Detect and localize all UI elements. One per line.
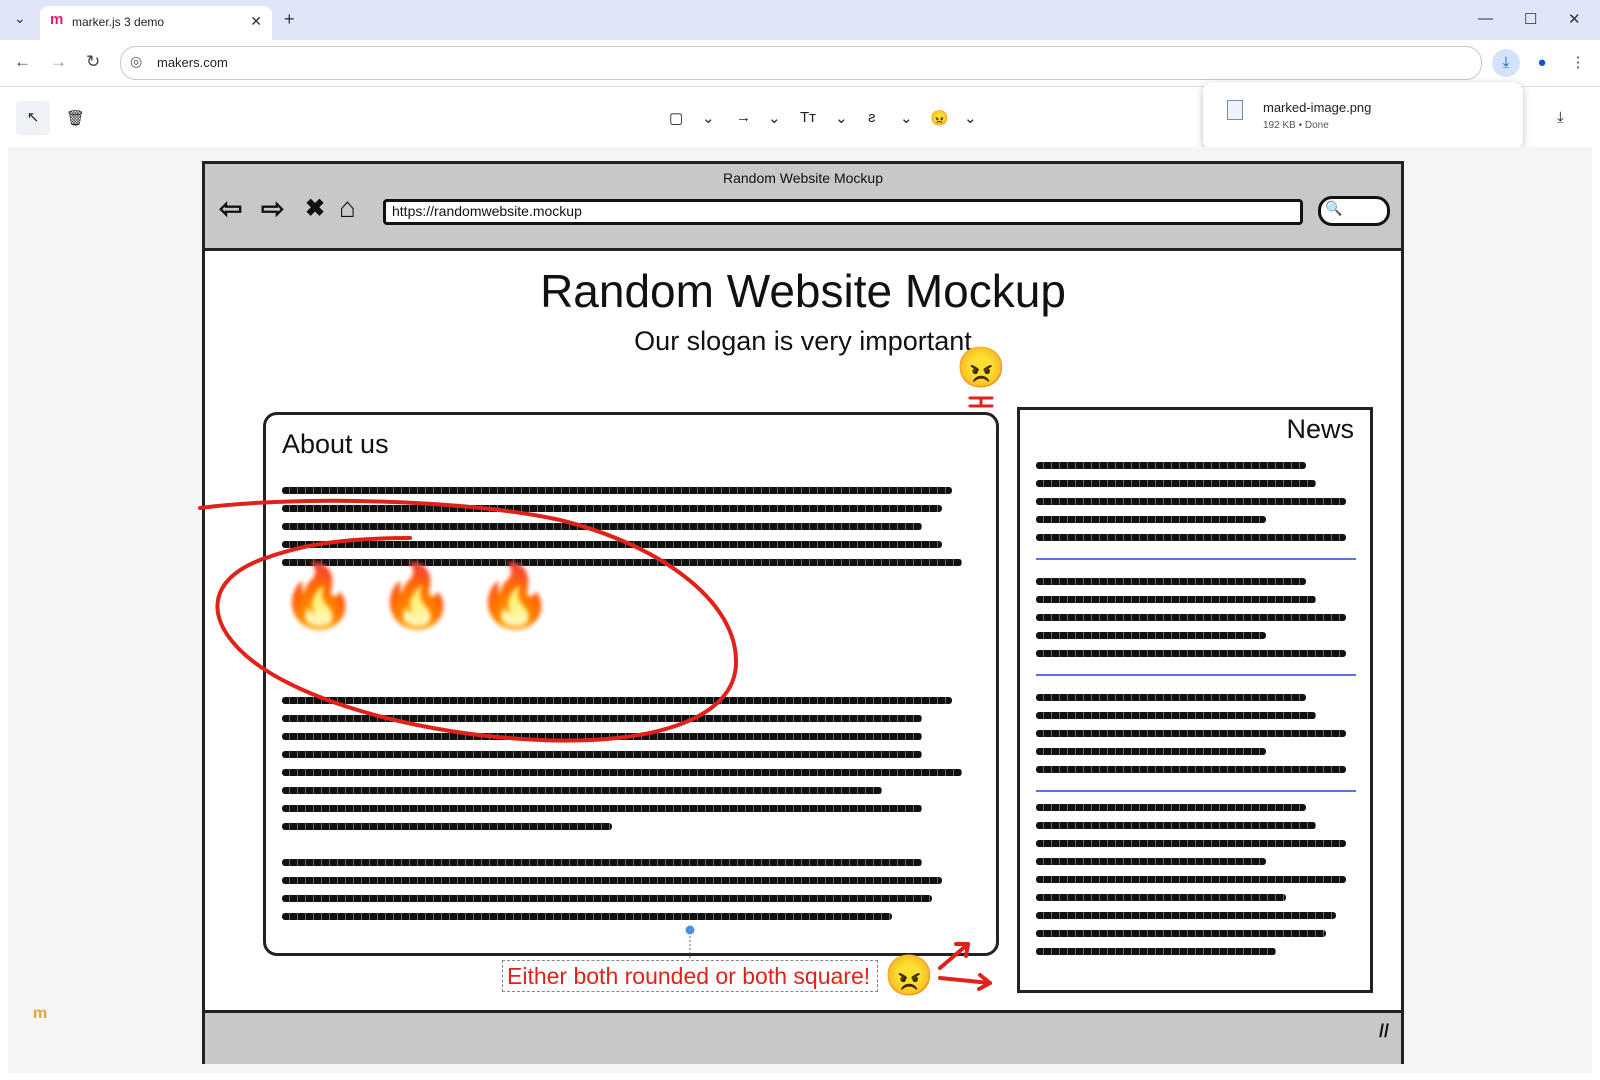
rectangle-tool-icon[interactable]: ▢ <box>669 110 684 127</box>
mockup-back-icon: ⇦ <box>219 193 243 224</box>
freehand-circle-annotation <box>200 501 736 741</box>
mockup-window-title: Random Website Mockup <box>722 170 884 186</box>
tab-close-icon[interactable]: ✕ <box>250 13 262 29</box>
about-us-title: About us <box>282 429 389 459</box>
address-bar-url[interactable]: makers.com <box>157 55 228 70</box>
text-dropdown-icon[interactable]: ⌄ <box>835 110 848 127</box>
freehand-dropdown-icon[interactable]: ⌄ <box>900 110 913 127</box>
markerjs-logo: m <box>33 1005 48 1022</box>
mockup-home-icon: ⌂ <box>339 192 356 223</box>
menu-icon[interactable]: ⋮ <box>1570 54 1586 71</box>
download-status: 192 KB • Done <box>1263 120 1329 131</box>
gap-marker <box>970 398 992 406</box>
news-title: News <box>1286 414 1354 444</box>
mockup-forward-icon: ⇨ <box>261 193 285 224</box>
delete-icon[interactable]: 🗑 <box>66 110 86 127</box>
mockup-slogan: Our slogan is very important <box>634 326 972 356</box>
angry-emoji-callout[interactable]: 😠 <box>884 954 934 998</box>
callout-arrow-up <box>940 944 968 968</box>
fire-emoji-1[interactable]: 🔥 <box>280 562 358 631</box>
angry-emoji-annotation[interactable]: 😠 <box>956 346 1006 390</box>
fire-emoji-3[interactable]: 🔥 <box>476 562 554 631</box>
forward-icon[interactable]: → <box>50 52 67 71</box>
emoji-dropdown-icon[interactable]: ⌄ <box>964 110 977 127</box>
new-tab-button[interactable]: + <box>284 9 295 29</box>
download-icon[interactable]: ⤓ <box>1492 49 1520 77</box>
freehand-tool-icon[interactable]: ƨ <box>868 109 876 126</box>
download-file-name[interactable]: marked-image.png <box>1263 100 1372 115</box>
mockup-url-text: https://randomwebsite.mockup <box>392 203 582 219</box>
rotate-handle <box>685 925 695 935</box>
mockup-heading: Random Website Mockup <box>540 265 1066 317</box>
fire-emoji-2[interactable]: 🔥 <box>378 562 456 631</box>
tab-list-icon[interactable]: ⌄ <box>14 10 26 26</box>
back-icon[interactable]: ← <box>14 52 31 71</box>
emoji-tool-icon[interactable]: 😠 <box>930 110 949 127</box>
arrow-dropdown-icon[interactable]: ⌄ <box>768 110 781 127</box>
profile-icon[interactable]: ● <box>1537 54 1547 71</box>
text-tool-icon[interactable]: Tт <box>800 109 817 126</box>
minimize-icon[interactable]: — <box>1478 10 1493 27</box>
tab-favicon-icon: m <box>50 11 64 28</box>
close-window-icon[interactable]: ✕ <box>1568 11 1581 28</box>
select-tool-icon[interactable]: ↖ <box>16 101 50 135</box>
arrow-tool-icon[interactable]: → <box>736 109 751 126</box>
site-info-icon[interactable]: ◎ <box>130 53 143 69</box>
editor-download-icon[interactable]: ⤓ <box>1557 109 1564 126</box>
rectangle-dropdown-icon[interactable]: ⌄ <box>702 110 715 127</box>
callout-text[interactable]: Either both rounded or both square! <box>507 963 871 989</box>
tab-title: marker.js 3 demo <box>72 15 165 29</box>
resize-handle-icon: // <box>1378 1021 1389 1041</box>
reload-icon[interactable]: ↻ <box>86 52 101 71</box>
mockup-search-icon: 🔍 <box>1325 200 1343 216</box>
mockup-stop-icon: ✖ <box>305 195 326 222</box>
maximize-icon[interactable]: ☐ <box>1524 11 1538 28</box>
